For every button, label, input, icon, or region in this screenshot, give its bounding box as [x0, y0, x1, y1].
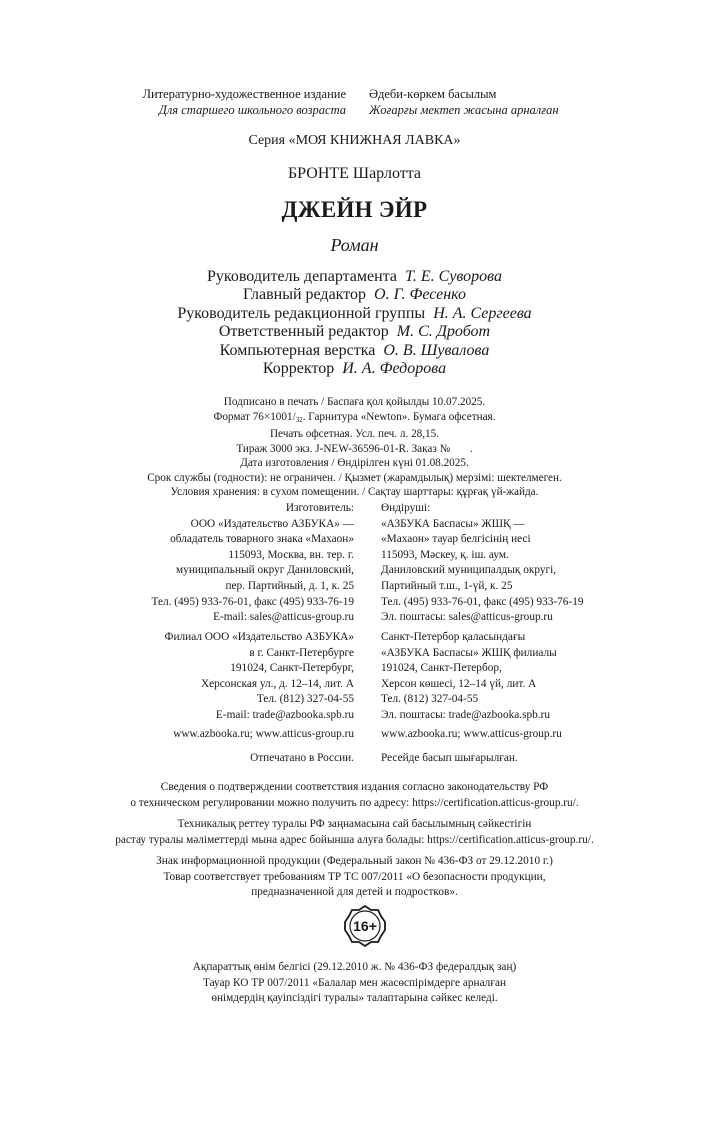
- genre: Роман: [330, 235, 379, 255]
- websites-row: [0, 727, 709, 743]
- certification-kz-line: Техникалық реттеу туралы РФ заңнамасына сай басылымның сәйкестігін: [177, 818, 532, 830]
- manufacturer-kz-line: 115093, Мәскеу, қ. іш. аум.: [381, 548, 509, 561]
- edition-header: [0, 86, 709, 118]
- info-sign-ru-line: Знак информационной продукции (Федеральный закон № 436-ФЗ от 29.12.2010 г.): [156, 855, 553, 867]
- manufacturer-kz-line: Эл. поштасы: sales@atticus-group.ru: [381, 611, 553, 624]
- format-font-paper: . Гарнитура «Newton». Бумага офсетная.: [302, 410, 496, 423]
- branch-ru-line: Тел. (812) 327-04-55: [256, 693, 354, 706]
- info-sign-ru-line: Товар соответствует требованиям ТР ТС 007/2011 «О безопасности продукции,: [163, 870, 546, 883]
- info-sign-kz: [0, 960, 709, 1007]
- certification-ru: [0, 780, 709, 811]
- info-sign-ru-line: предназначенной для детей и подростков».: [251, 886, 458, 898]
- series-name: Серия «МОЯ КНИЖНАЯ ЛАВКА»: [248, 133, 461, 148]
- branch-kz-line: Эл. поштасы: trade@azbooka.spb.ru: [381, 708, 551, 721]
- branch-ru-line: Филиал ООО «Издательство АЗБУКА»: [164, 631, 354, 643]
- age-rating-badge: 16+: [353, 918, 377, 934]
- staff-person: О. В. Шувалова: [383, 341, 490, 359]
- staff-role: Руководитель редакционной группы: [177, 304, 426, 322]
- printed-in-row: [0, 751, 709, 767]
- edition-type-kz: Әдеби-көркем басылым: [369, 87, 497, 101]
- manufacturer-kz-line: «Махаон» тауар белгісінің иесі: [381, 533, 531, 546]
- storage-conditions: Условия хранения: в сухом помещении. / Сақтау шарттары: құрғақ үй-жайда.: [170, 486, 539, 498]
- staff-role: Ответственный редактор: [218, 323, 389, 341]
- staff-person: И. А. Федорова: [342, 360, 447, 378]
- edition-type-ru: Литературно-художественное издание: [142, 87, 346, 101]
- manufacturer-kz-line: Партийный т.ш., 1-үй, к. 25: [381, 579, 513, 592]
- websites-kz: www.azbooka.ru; www.atticus-group.ru: [381, 728, 562, 740]
- printed-in-kz: Ресейде басып шығарылған.: [381, 752, 518, 764]
- certification-ru-line: Сведения о подтверждении соответствия издания согласно законодательству РФ: [160, 781, 549, 793]
- book-title: ДЖЕЙН ЭЙР: [281, 197, 428, 222]
- certification-ru-line: о техническом регулировании можно получить по адресу: https://certification.atticus-group.ru/.: [130, 796, 579, 809]
- format-fraction-num: 1: [286, 410, 293, 423]
- print-run: Тираж 3000 экз. J-NEW-36596-01-R. Заказ № .: [236, 442, 473, 455]
- branch-kz-line: «АЗБУКА Баспасы» ЖШҚ филиалы: [381, 646, 557, 659]
- manufacture-date: Дата изготовления / Өндірілген күні 01.08.2025.: [240, 457, 469, 469]
- info-sign-kz-line: Тауар КО ТР 007/2011 «Балалар мен жасөспірімдерге арналған: [202, 976, 507, 989]
- print-sheets: Печать офсетная. Усл. печ. л. 28,15.: [269, 428, 440, 440]
- branch-ru-line: 191024, Санкт-Петербург,: [230, 662, 354, 675]
- format-fraction-sep: /: [292, 410, 296, 423]
- age-group-kz: Жоғарғы мектеп жасына арналған: [369, 103, 559, 117]
- branch-ru: [0, 630, 364, 724]
- format-line: [0, 410, 709, 428]
- info-sign-kz-line: Ақпараттық өнім белгісі (29.12.2010 ж. № 436-ФЗ федералдық заң): [192, 961, 517, 973]
- print-details: [0, 395, 709, 500]
- info-sign-kz-line: өнімдердің қауіпсіздігі туралы» талаптарына сәйкес келеді.: [211, 992, 498, 1004]
- staff-person: Т. Е. Суворова: [404, 268, 502, 285]
- staff-credits: [0, 268, 709, 378]
- manufacturer-kz-line: Даниловский муниципалдық округі,: [381, 564, 557, 577]
- staff-role: Компьютерная верстка: [219, 341, 376, 359]
- manufacturer-ru-line: 115093, Москва, вн. тер. г.: [228, 548, 354, 561]
- format-fraction-den: 32: [295, 415, 303, 424]
- manufacturer-kz: [364, 501, 584, 626]
- manufacturer-kz-line: «АЗБУКА Баспасы» ЖШҚ —: [381, 517, 525, 530]
- staff-person: Н. А. Сергеева: [433, 304, 532, 322]
- staff-line: [0, 342, 709, 360]
- manufacturer-ru-line: Изготовитель:: [285, 502, 354, 514]
- print-run-text: Тираж 3000 экз. J-NEW-36596-01-R. Заказ №: [236, 442, 451, 455]
- branch-block: [0, 630, 709, 724]
- manufacturer-ru: [0, 501, 364, 626]
- manufacturer-ru-line: обладатель товарного знака «Махаон»: [170, 533, 354, 546]
- branch-kz-line: 191024, Санкт-Петербор,: [381, 662, 502, 675]
- manufacturer-kz-line: Тел. (495) 933-76-01, факс (495) 933-76-19: [381, 595, 584, 608]
- certification-kz: [0, 817, 709, 848]
- manufacturer-ru-line: Тел. (495) 933-76-01, факс (495) 933-76-19: [151, 595, 354, 608]
- manufacturer-kz-line: Өндіруші:: [381, 502, 431, 514]
- staff-person: М. С. Дробот: [396, 323, 491, 341]
- branch-ru-line: Херсонская ул., д. 12–14, лит. А: [200, 677, 354, 690]
- format-size: Формат 76×100: [213, 410, 287, 423]
- staff-line: [0, 305, 709, 323]
- branch-kz-line: Санкт-Петербор қаласындағы: [381, 631, 526, 643]
- printed-in-ru: Отпечатано в России.: [250, 752, 354, 764]
- branch-kz-line: Херсон көшесі, 12–14 үй, лит. А: [381, 677, 537, 690]
- staff-line: [0, 268, 709, 286]
- staff-line: [0, 286, 709, 304]
- branch-ru-line: E-mail: trade@azbooka.spb.ru: [215, 708, 354, 721]
- branch-ru-line: в г. Санкт-Петербурге: [249, 646, 354, 659]
- manufacturer-block: [0, 501, 709, 626]
- author-name: БРОНТЕ Шарлотта: [287, 165, 422, 182]
- staff-role: Корректор: [262, 360, 335, 378]
- certification-kz-line: растау туралы мәліметтерді мына адрес бойынша алуға болады: https://certification.atticus-group.ru/.: [115, 833, 594, 846]
- staff-role: Руководитель департамента: [207, 268, 397, 285]
- edition-header-kz: [357, 86, 559, 118]
- info-sign-ru: [0, 854, 709, 901]
- manufacturer-ru-line: E-mail: sales@atticus-group.ru: [213, 611, 354, 624]
- manufacturer-ru-line: ООО «Издательство АЗБУКА» —: [190, 517, 354, 530]
- edition-header-ru: [0, 86, 357, 118]
- staff-person: О. Г. Фесенко: [374, 286, 467, 304]
- staff-line: [0, 323, 709, 341]
- manufacturer-ru-line: пер. Партийный, д. 1, к. 25: [225, 579, 354, 592]
- shelf-life: Срок службы (годности): не ограничен. / Қызмет (жарамдылық) мерзімі: шектелмеген.: [147, 471, 562, 484]
- branch-kz: [364, 630, 557, 724]
- branch-kz-line: Тел. (812) 327-04-55: [381, 693, 479, 706]
- manufacturer-ru-line: муниципальный округ Даниловский,: [176, 564, 354, 577]
- age-group-ru: Для старшего школьного возраста: [158, 103, 346, 117]
- staff-line: [0, 360, 709, 378]
- staff-role: Главный редактор: [242, 286, 367, 304]
- signed-date: Подписано в печать / Баспаға қол қойылды 10.07.2025.: [223, 396, 486, 408]
- websites-ru: www.azbooka.ru; www.atticus-group.ru: [173, 728, 354, 740]
